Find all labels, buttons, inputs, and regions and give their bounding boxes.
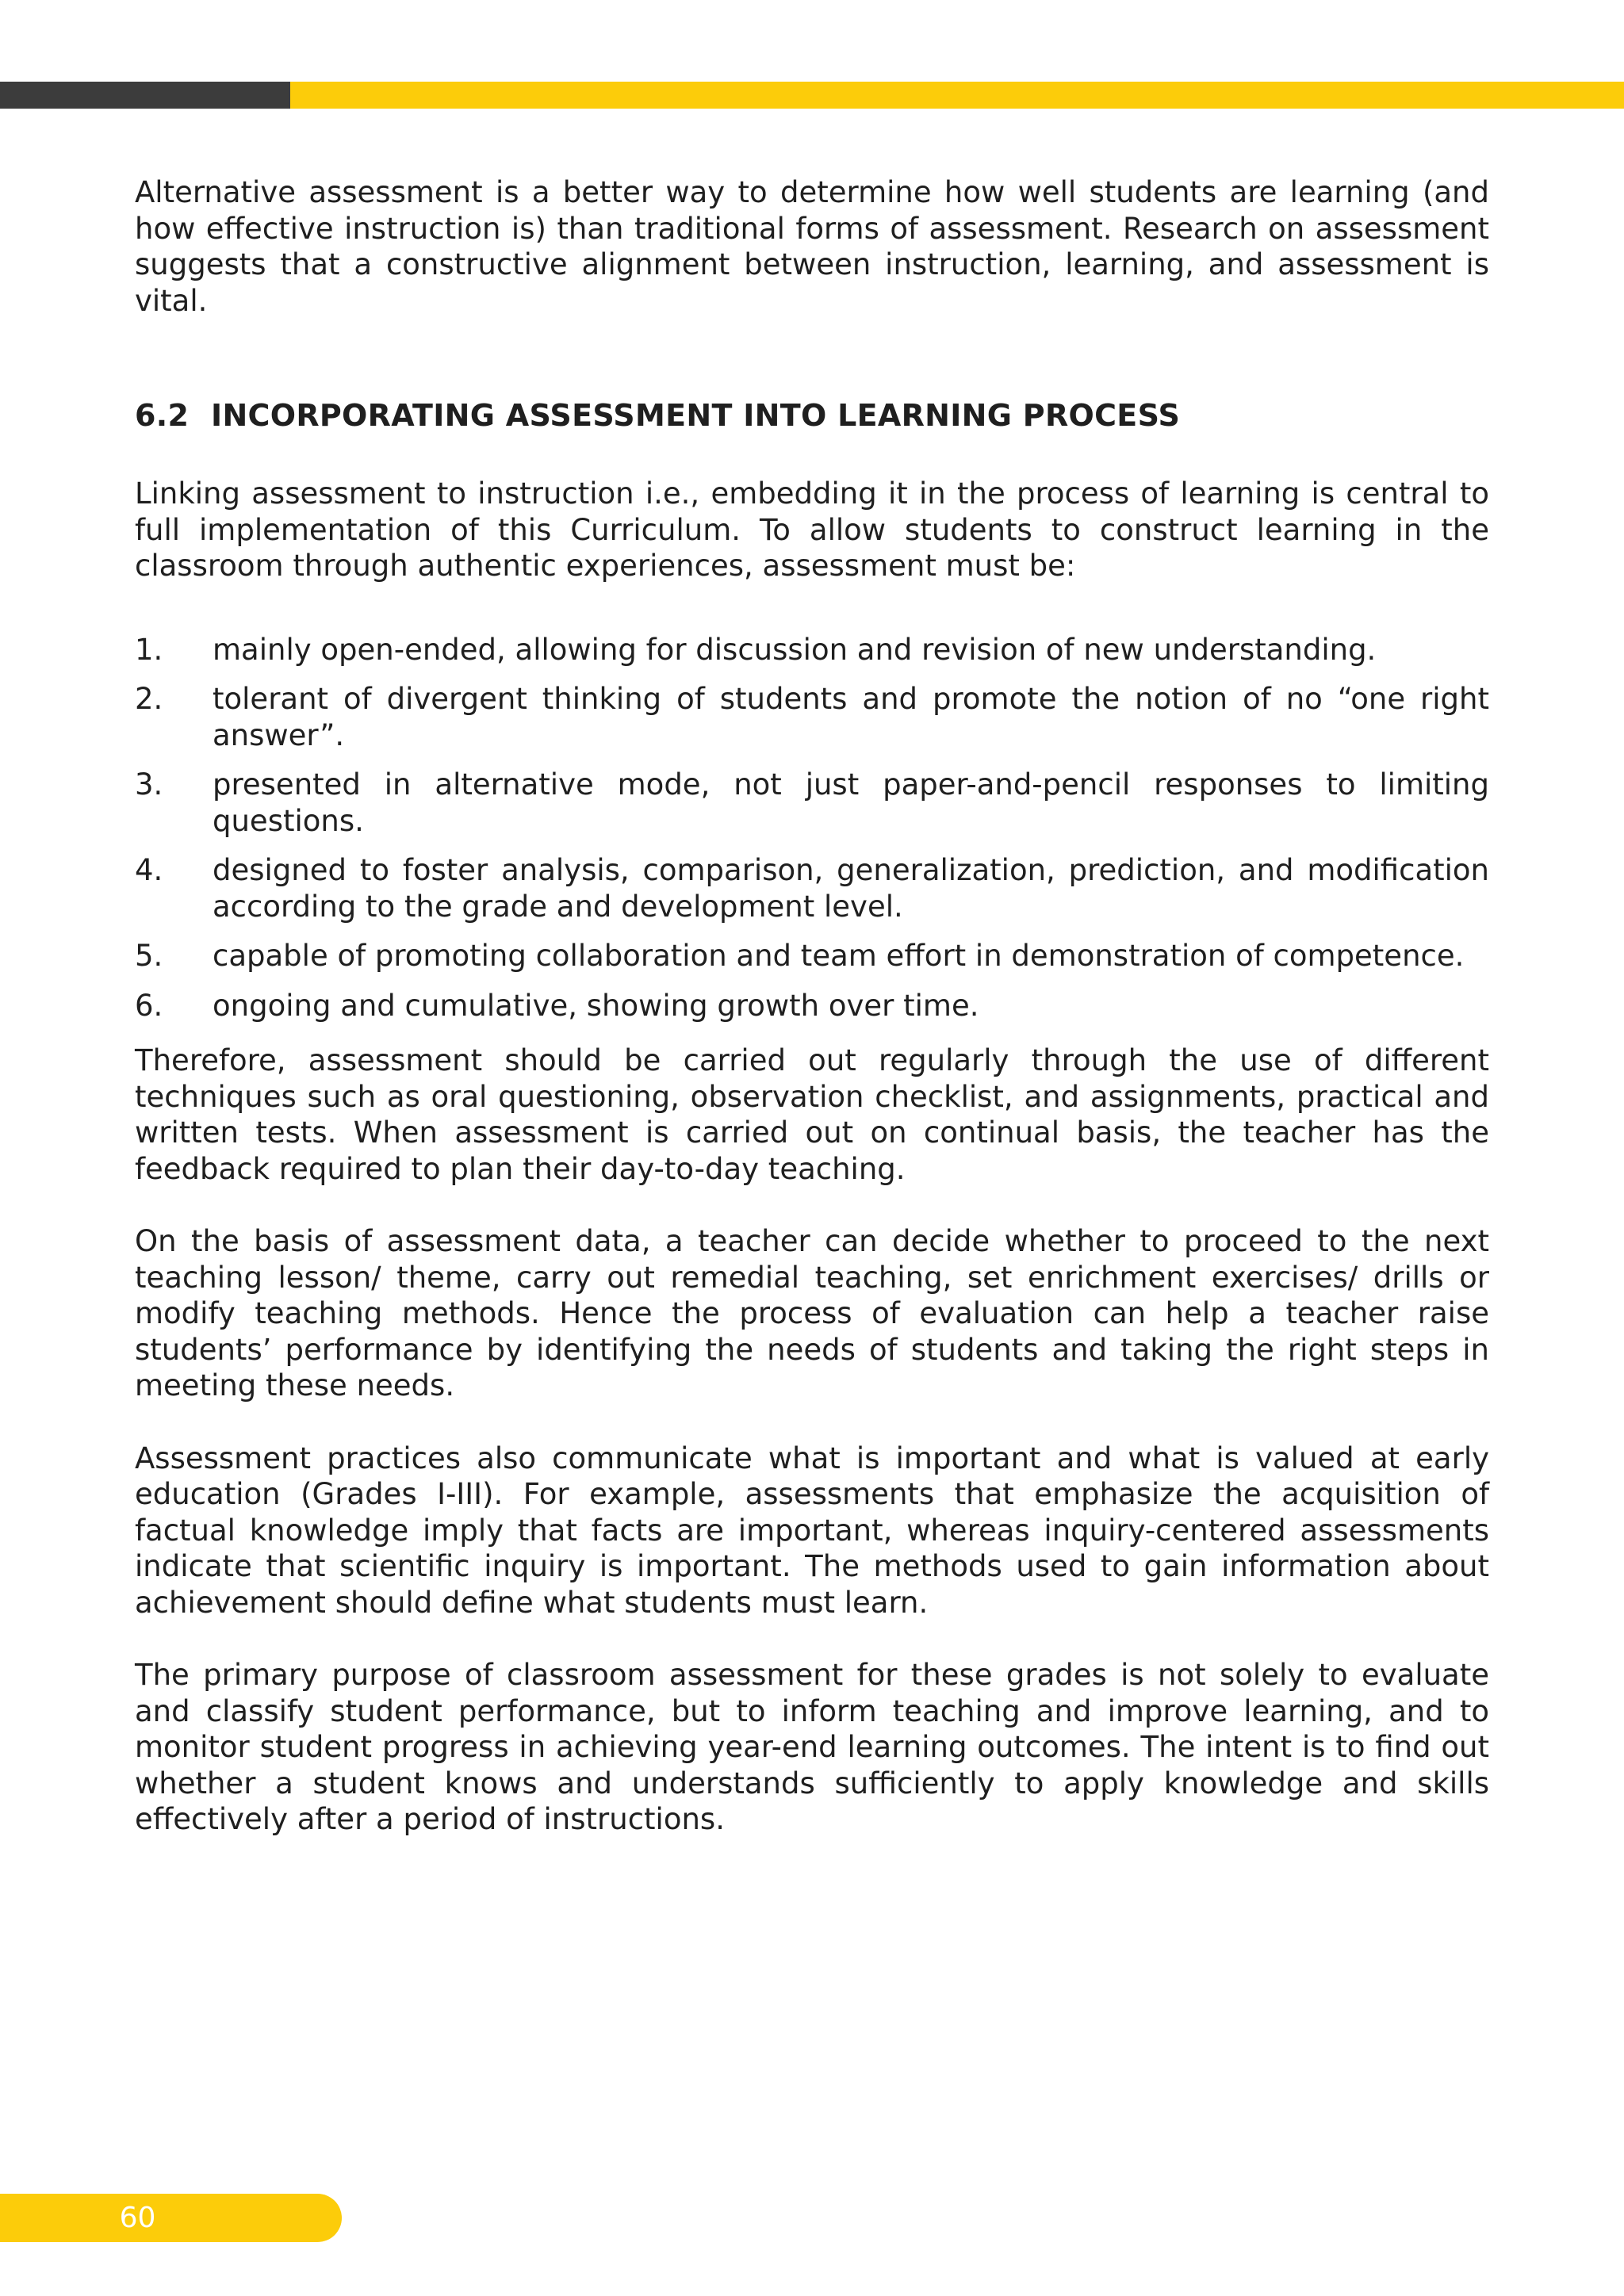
list-item (135, 632, 1489, 668)
linking-paragraph: Linking assessment to instruction i.e., embedding it in the process of learning is central to full implementation of this Curriculum. To allow students to construct learning in the classroom through authentic experiences, assessment must be: (135, 476, 1489, 583)
section-number: 6.2 (135, 398, 190, 433)
list-item (135, 852, 1489, 924)
list-item (135, 938, 1489, 974)
header-bar-yellow-segment (290, 82, 1624, 109)
body-paragraph-therefore: Therefore, assessment should be carried out regularly through the use of different techniques such as oral questioning, observation checklist, and assignments, practical and written tests. When assessment is carried out on continual basis, the teacher has the feedback required to plan their day-to-day teaching. (135, 1043, 1489, 1186)
assessment-criteria-list (135, 632, 1489, 1024)
body-paragraph-primary-purpose: The primary purpose of classroom assessment for these grades is not solely to evaluate and classify student performance, but to inform teaching and improve learning, and to monitor student progress in achieving year-end learning outcomes. The intent is to find out whether a student knows and understands sufficiently to apply knowledge and skills effectively after a period of instructions. (135, 1658, 1489, 1836)
section-title: INCORPORATING ASSESSMENT INTO LEARNING PROCESS (211, 398, 1181, 433)
page-content (135, 174, 1489, 1838)
page-number-badge (0, 2194, 342, 2242)
body-paragraph-assessment-practices: Assessment practices also communicate what is important and what is valued at early education (Grades I-III). For example, assessments that emphasize the acquisition of factual knowledge imply that facts are important, whereas inquiry-centered assessments indicate that scientific inquiry is important. The methods used to gain information about achievement should define what students must learn. (135, 1441, 1489, 1620)
section-heading (135, 395, 1489, 436)
header-bar-dark-segment (0, 82, 290, 109)
intro-paragraph: Alternative assessment is a better way to determine how well students are learning (and how effective instruction is) than traditional forms of assessment. Research on assessment suggests that a constructive alignment between instruction, learning, and assessment is vital. (135, 175, 1489, 318)
list-item-text: presented in alternative mode, not just paper-and-pencil responses to limiting questions. (213, 767, 1489, 838)
list-item-number: 2. (135, 682, 163, 716)
list-item-number: 6. (135, 988, 163, 1023)
list-item-text: mainly open-ended, allowing for discussion and revision of new understanding. (213, 632, 1377, 667)
list-item-number: 4. (135, 853, 163, 887)
list-item (135, 988, 1489, 1024)
body-paragraph-assessment-data: On the basis of assessment data, a teacher can decide whether to proceed to the next teaching lesson/ theme, carry out remedial teaching, set enrichment exercises/ drills or modify teaching methods. Hence the process of evaluation can help a teacher raise students’ performance by identifying the needs of students and taking the right steps in meeting these needs. (135, 1224, 1489, 1402)
list-item-text: capable of promoting collaboration and team effort in demonstration of competence. (213, 939, 1465, 973)
list-item-number: 3. (135, 767, 163, 802)
list-item-text: designed to foster analysis, comparison, generalization, prediction, and modification according to the grade and development level. (213, 853, 1489, 924)
list-item-number: 1. (135, 632, 163, 667)
header-color-bar (0, 82, 1624, 109)
list-item (135, 767, 1489, 839)
list-item-number: 5. (135, 939, 163, 973)
list-item-text: tolerant of divergent thinking of students and promote the notion of no “one right answer”. (213, 682, 1489, 752)
list-item-text: ongoing and cumulative, showing growth over time. (213, 988, 979, 1023)
list-item (135, 681, 1489, 753)
page-number: 60 (119, 2202, 156, 2234)
